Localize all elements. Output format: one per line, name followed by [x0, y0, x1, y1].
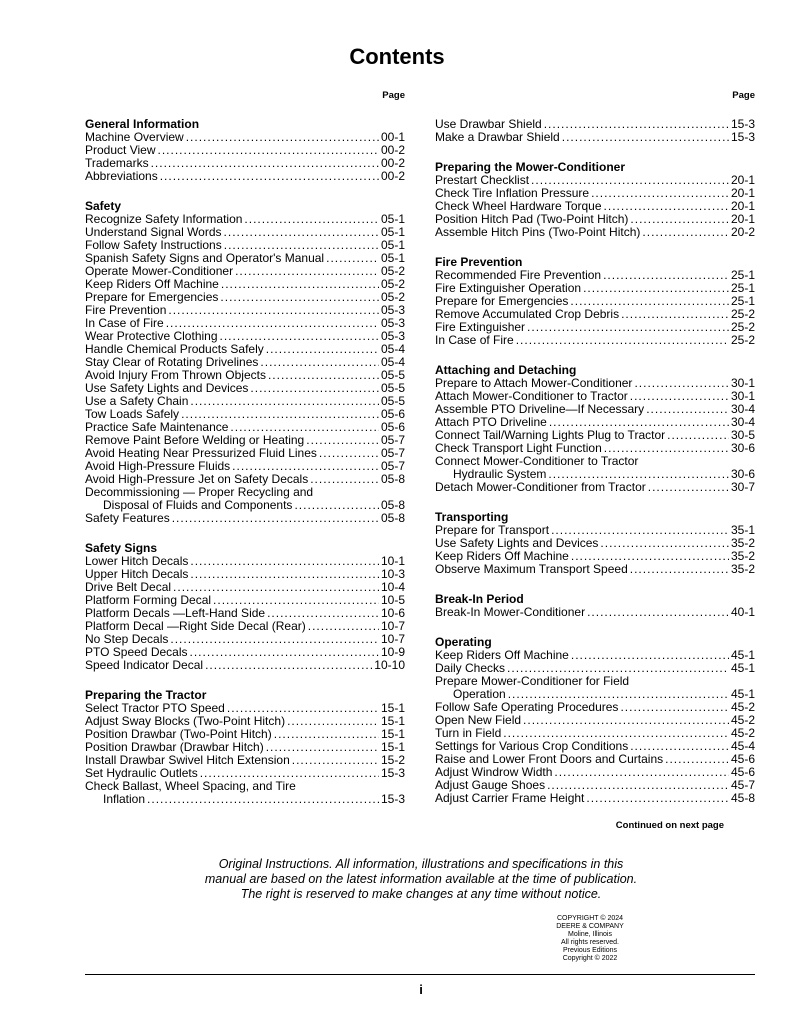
toc-entry-page: 35-2 — [730, 562, 755, 576]
toc-entry-title: Avoid High-Pressure Jet on Safety Decals — [85, 472, 309, 486]
toc-entry-page: 05-6 — [380, 407, 405, 421]
copyright-line: Previous Editions — [562, 947, 618, 954]
toc-entry-page: 10-7 — [380, 619, 405, 633]
toc-entry — [85, 793, 405, 806]
page-number: i — [419, 982, 423, 997]
section-heading: Break-In Period — [435, 592, 524, 606]
toc-entry-title: Speed Indicator Decal — [85, 658, 204, 672]
toc-entry-title: Detach Mower-Conditioner from Tractor — [435, 480, 646, 494]
section-heading: Operating — [435, 635, 492, 649]
toc-entry-page: 20-1 — [730, 212, 755, 226]
toc-entry-title: Handle Chemical Products Safely — [85, 342, 264, 356]
toc-entry — [435, 563, 755, 576]
dot-leader — [665, 753, 729, 766]
toc-entry-title: Upper Hitch Decals — [85, 567, 189, 581]
toc-entry-page: 25-1 — [730, 294, 755, 308]
dot-leader — [634, 377, 729, 390]
section-heading: General Information — [85, 117, 200, 131]
section-heading: Safety Signs — [85, 541, 158, 555]
footer-notice — [0, 857, 794, 902]
toc-entry-title: Prestart Checklist — [435, 173, 530, 187]
toc-entry-title: PTO Speed Decals — [85, 645, 188, 659]
toc-entry-page: 15-3 — [380, 792, 405, 806]
toc-entry-title: Understand Signal Words — [85, 225, 222, 239]
toc-section — [85, 542, 405, 672]
toc-entry-title: Follow Safety Instructions — [85, 238, 222, 252]
toc-section — [435, 364, 755, 494]
toc-entry-title: Install Drawbar Swivel Hitch Extension — [85, 753, 290, 767]
toc-entry-title: Avoid Injury From Thrown Objects — [85, 368, 266, 382]
dot-leader — [292, 754, 379, 767]
toc-entry-page: 05-3 — [380, 316, 405, 330]
toc-entry — [85, 170, 405, 183]
toc-entry-page: 05-2 — [380, 277, 405, 291]
dot-leader — [205, 659, 372, 672]
toc-entry-title: Use Safety Lights and Devices — [85, 381, 249, 395]
toc-entry-continuation: Operation — [453, 687, 506, 701]
toc-section — [85, 200, 405, 525]
toc-entry-page: 05-5 — [380, 368, 405, 382]
toc-entry-title: Adjust Gauge Shoes — [435, 778, 546, 792]
toc-entry-page: 05-2 — [380, 290, 405, 304]
toc-entry-page: 45-1 — [730, 648, 755, 662]
toc-entry-page: 05-7 — [380, 446, 405, 460]
toc-entry-title: Daily Checks — [435, 661, 506, 675]
toc-entry-title: Adjust Windrow Width — [435, 765, 553, 779]
toc-entry-page: 05-3 — [380, 303, 405, 317]
footer-notice-line: Original Instructions. All information, illustrations and specifications in this — [218, 857, 624, 871]
toc-entry-page: 45-2 — [730, 713, 755, 727]
toc-entry-page: 15-1 — [380, 727, 405, 741]
toc-entry-title: Wear Protective Clothing — [85, 329, 218, 343]
section-gap — [85, 672, 405, 689]
dot-leader — [266, 343, 379, 356]
toc-entry-page: 15-3 — [730, 130, 755, 144]
toc-entry-title: Practice Safe Maintenance — [85, 420, 229, 434]
toc-entry — [435, 131, 755, 144]
dot-leader — [562, 131, 729, 144]
toc-entry-title: In Case of Fire — [435, 333, 514, 347]
toc-entry — [435, 226, 755, 239]
dot-leader — [586, 792, 729, 805]
toc-entry-page: 05-5 — [380, 394, 405, 408]
toc-entry-title: Trademarks — [85, 156, 149, 170]
dot-leader — [294, 499, 379, 512]
dot-leader — [244, 213, 379, 226]
toc-entry-page: 15-1 — [380, 701, 405, 715]
dot-leader — [630, 213, 729, 226]
section-gap — [85, 183, 405, 200]
section-heading: Safety — [85, 199, 122, 213]
section-gap — [435, 347, 755, 364]
toc-entry-page: 45-6 — [730, 765, 755, 779]
dot-leader — [186, 131, 379, 144]
toc-entry-title: Safety Features — [85, 511, 170, 525]
footer-notice-line: The right is reserved to make changes at any time without notice. — [240, 887, 602, 901]
toc-entry-page: 00-2 — [380, 156, 405, 170]
toc-entry-page: 20-2 — [730, 225, 755, 239]
toc-entry-page: 20-1 — [730, 199, 755, 213]
dot-leader — [646, 403, 729, 416]
dot-leader — [642, 226, 729, 239]
dot-leader — [260, 356, 379, 369]
toc-entry-title: Check Tire Inflation Pressure — [435, 186, 590, 200]
dot-leader — [620, 701, 729, 714]
toc-entry-title: Assemble PTO Driveline—If Necessary — [435, 402, 645, 416]
toc-entry-title: Settings for Various Crop Conditions — [435, 739, 629, 753]
section-gap — [435, 619, 755, 636]
dot-leader — [523, 714, 729, 727]
toc-entry-title: Use Safety Lights and Devices — [435, 536, 599, 550]
dot-leader — [544, 118, 729, 131]
toc-entry-title: Attach Mower-Conditioner to Tractor — [435, 389, 628, 403]
toc-entry-title: Lower Hitch Decals — [85, 554, 189, 568]
toc-entry-title: Connect Tail/Warning Lights Plug to Tractor — [435, 428, 666, 442]
toc-entry-page: 10-5 — [380, 593, 405, 607]
toc-entry-page: 45-6 — [730, 752, 755, 766]
toc-entry-title: Avoid Heating Near Pressurized Fluid Lines — [85, 446, 317, 460]
toc-entry-page: 15-2 — [380, 753, 405, 767]
toc-entry-title: Position Hitch Pad (Two-Point Hitch) — [435, 212, 629, 226]
toc-entry-page: 45-4 — [730, 739, 755, 753]
toc-entry-page: 10-3 — [380, 567, 405, 581]
dot-leader — [172, 512, 379, 525]
dot-leader — [287, 715, 379, 728]
toc-section — [85, 689, 405, 806]
dot-leader — [310, 473, 379, 486]
toc-entry-page: 10-6 — [380, 606, 405, 620]
toc-entry-continuation: Inflation — [103, 792, 146, 806]
toc-entry-title: Fire Extinguisher Operation — [435, 281, 582, 295]
toc-entry-page: 45-8 — [730, 791, 755, 805]
toc-entry-title: Attach PTO Driveline — [435, 415, 547, 429]
toc-entry-title: Assemble Hitch Pins (Two-Point Hitch) — [435, 225, 641, 239]
toc-entry-title: Platform Decal —Right Side Decal (Rear) — [85, 619, 306, 633]
toc-entry-page: 00-2 — [380, 169, 405, 183]
toc-entry-page: 00-1 — [380, 130, 405, 144]
toc-entry-title: Use Drawbar Shield — [435, 117, 542, 131]
copyright-line: Moline, Illinois — [568, 931, 612, 938]
section-heading: Fire Prevention — [435, 255, 523, 269]
toc-entry-title: Prepare to Attach Mower-Conditioner — [435, 376, 633, 390]
section-heading: Preparing the Tractor — [85, 688, 207, 702]
dot-leader — [168, 304, 379, 317]
copyright-line: All rights reserved. — [561, 939, 619, 946]
toc-entry-title: Follow Safe Operating Procedures — [435, 700, 619, 714]
toc-entry-page: 25-2 — [730, 307, 755, 321]
dot-leader — [319, 447, 379, 460]
toc-entry-title: Position Drawbar (Two-Point Hitch) — [85, 727, 272, 741]
toc-entry-page: 05-8 — [380, 511, 405, 525]
toc-entry-title: Adjust Carrier Frame Height — [435, 791, 585, 805]
toc-entry-page: 25-1 — [730, 268, 755, 282]
toc-entry-title: Raise and Lower Front Doors and Curtains — [435, 752, 664, 766]
toc-entry-page: 20-1 — [730, 186, 755, 200]
dot-leader — [274, 728, 379, 741]
footer-rule — [85, 974, 755, 975]
toc-section — [435, 636, 755, 805]
dot-leader — [583, 282, 729, 295]
toc-entry-title: Abbreviations — [85, 169, 158, 183]
toc-entry-page: 05-1 — [380, 212, 405, 226]
dot-leader — [190, 555, 379, 568]
toc-entry-title: Tow Loads Safely — [85, 407, 180, 421]
toc-entry-page: 45-2 — [730, 700, 755, 714]
toc-entry-title: Set Hydraulic Outlets — [85, 766, 198, 780]
toc-section — [435, 593, 755, 619]
toc-entry-title: Fire Extinguisher — [435, 320, 526, 334]
toc-entry-page: 45-2 — [730, 726, 755, 740]
toc-entry-page: 05-5 — [380, 381, 405, 395]
dot-leader — [571, 649, 729, 662]
toc-section — [85, 118, 405, 183]
toc-entry-page: 05-6 — [380, 420, 405, 434]
copyright-line: DEERE & COMPANY — [556, 923, 624, 930]
page-column-header: Page — [382, 90, 405, 101]
toc-section — [435, 161, 755, 239]
toc-entry-title: Remove Accumulated Crop Debris — [435, 307, 620, 321]
toc-entry-page: 30-4 — [730, 402, 755, 416]
toc-entry — [435, 481, 755, 494]
toc-entry-page: 05-7 — [380, 459, 405, 473]
toc-entry-page: 35-2 — [730, 549, 755, 563]
page-title: Contents — [349, 44, 445, 69]
toc-entry-title: Prepare for Emergencies — [85, 290, 219, 304]
toc-entry-page: 25-1 — [730, 281, 755, 295]
toc-entry — [435, 606, 755, 619]
toc-entry-page: 05-8 — [380, 472, 405, 486]
toc-entry-title: Drive Belt Decal — [85, 580, 172, 594]
toc-entry-page: 40-1 — [730, 605, 755, 619]
copyright-line: COPYRIGHT © 2024 — [556, 915, 624, 922]
toc-entry-title: Fire Prevention — [85, 303, 167, 317]
toc-entry-title: Spanish Safety Signs and Operator's Manual — [85, 251, 325, 265]
section-gap — [85, 525, 405, 542]
dot-leader — [268, 369, 379, 382]
toc-entry-title: Prepare for Transport — [435, 523, 550, 537]
dot-leader — [554, 766, 729, 779]
dot-leader — [221, 278, 379, 291]
toc-entry-title: Make a Drawbar Shield — [435, 130, 560, 144]
toc-entry-page: 10-10 — [374, 658, 405, 672]
toc-entry-page: 30-6 — [730, 467, 755, 481]
dot-leader — [190, 568, 379, 581]
dot-leader — [308, 620, 379, 633]
dot-leader — [147, 793, 379, 806]
dot-leader — [648, 481, 729, 494]
toc-entry-continuation: Disposal of Fluids and Components — [103, 498, 293, 512]
dot-leader — [326, 252, 379, 265]
toc-entry-title: Operate Mower-Conditioner — [85, 264, 234, 278]
toc-entry — [85, 659, 405, 672]
toc-entry-title: Recognize Safety Information — [85, 212, 243, 226]
copyright-line: Copyright © 2022 — [562, 955, 618, 962]
dot-leader — [306, 434, 379, 447]
dot-leader — [621, 308, 729, 321]
toc-entry-title: Check Wheel Hardware Torque — [435, 199, 602, 213]
dot-leader — [157, 144, 378, 157]
dot-leader — [190, 395, 379, 408]
toc-entry-title: Machine Overview — [85, 130, 184, 144]
section-heading: Preparing the Mower-Conditioner — [435, 160, 626, 174]
toc-right-column — [435, 88, 755, 805]
toc-entry-title: Turn in Field — [435, 726, 502, 740]
toc-entry-title: Use a Safety Chain — [85, 394, 189, 408]
toc-entry-page: 35-1 — [730, 523, 755, 537]
dot-leader — [220, 291, 379, 304]
toc-entry-page: 30-1 — [730, 389, 755, 403]
toc-entry-page: 05-3 — [380, 329, 405, 343]
toc-entry-title: Observe Maximum Transport Speed — [435, 562, 628, 576]
toc-entry-page: 30-4 — [730, 415, 755, 429]
toc-entry-title: Open New Field — [435, 713, 522, 727]
dot-leader — [527, 321, 729, 334]
toc-entry — [85, 512, 405, 525]
continued-note: Continued on next page — [615, 820, 724, 831]
toc-section — [435, 256, 755, 347]
dot-leader — [224, 226, 379, 239]
toc-entry-page: 45-1 — [730, 661, 755, 675]
section-heading: Attaching and Detaching — [435, 363, 577, 377]
toc-entry-page: 15-1 — [380, 740, 405, 754]
toc-entry-title: Avoid High-Pressure Fluids — [85, 459, 231, 473]
dot-leader — [591, 187, 729, 200]
dot-leader — [587, 606, 729, 619]
toc-entry-continuation: Hydraulic System — [453, 467, 547, 481]
toc-entry-page: 10-4 — [380, 580, 405, 594]
toc-entry-page: 45-1 — [730, 687, 755, 701]
section-heading: Transporting — [435, 510, 509, 524]
toc-entry — [435, 792, 755, 805]
toc-entry-page: 30-7 — [730, 480, 755, 494]
toc-entry-page: 20-1 — [730, 173, 755, 187]
toc-entry-title: Position Drawbar (Drawbar Hitch) — [85, 740, 264, 754]
toc-entry-title: Prepare for Emergencies — [435, 294, 569, 308]
toc-section — [435, 118, 755, 144]
toc-entry-title: In Case of Fire — [85, 316, 164, 330]
toc-entry-title: Recommended Fire Prevention — [435, 268, 602, 282]
toc-entry-title: Keep Riders Off Machine — [435, 648, 569, 662]
toc-entry-title: Platform Decals —Left-Hand Side — [85, 606, 266, 620]
toc-entry-page: 05-7 — [380, 433, 405, 447]
section-gap — [435, 239, 755, 256]
toc-entry-page: 00-2 — [380, 143, 405, 157]
dot-leader — [160, 170, 379, 183]
toc-entry-page: 25-2 — [730, 320, 755, 334]
toc-entry-title: Keep Riders Off Machine — [435, 549, 569, 563]
dot-leader — [235, 265, 379, 278]
toc-entry-title: Product View — [85, 143, 156, 157]
dot-leader — [170, 633, 379, 646]
dot-leader — [603, 269, 729, 282]
toc-entry-page: 05-2 — [380, 264, 405, 278]
toc-entry-page: 10-7 — [380, 632, 405, 646]
toc-entry-title: Prepare Mower-Conditioner for Field — [435, 674, 630, 688]
footer-notice-line: manual are based on the latest information available at the time of publication. — [204, 872, 638, 886]
dot-leader — [516, 334, 729, 347]
dot-leader — [667, 429, 729, 442]
toc-entry-page: 05-4 — [380, 342, 405, 356]
toc-entry-page: 25-2 — [730, 333, 755, 347]
dot-leader — [250, 382, 379, 395]
toc-entry-page: 45-7 — [730, 778, 755, 792]
toc-entry-title: No Step Decals — [85, 632, 169, 646]
toc-entry-title: Break-In Mower-Conditioner — [435, 605, 586, 619]
toc-entry-page: 10-9 — [380, 645, 405, 659]
toc-entry-title: Keep Riders Off Machine — [85, 277, 219, 291]
dot-leader — [630, 563, 729, 576]
toc-entry-page: 15-3 — [380, 766, 405, 780]
toc-entry-page: 15-3 — [730, 117, 755, 131]
toc-entry-title: Select Tractor PTO Speed — [85, 701, 225, 715]
page-column-header: Page — [732, 90, 755, 101]
copyright-block — [550, 915, 630, 963]
toc-entry-title: Check Ballast, Wheel Spacing, and Tire — [85, 779, 296, 793]
toc-entry-title: Adjust Sway Blocks (Two-Point Hitch) — [85, 714, 286, 728]
toc-entry-title: Remove Paint Before Welding or Heating — [85, 433, 305, 447]
toc-section — [435, 511, 755, 576]
toc-entry-page: 10-1 — [380, 554, 405, 568]
toc-entry-page: 05-4 — [380, 355, 405, 369]
toc-entry-title: Stay Clear of Rotating Drivelines — [85, 355, 259, 369]
dot-leader — [600, 537, 729, 550]
toc-entry — [435, 334, 755, 347]
toc-entry-title: Platform Forming Decal — [85, 593, 212, 607]
dot-leader — [151, 157, 379, 170]
dot-leader — [630, 390, 729, 403]
toc-entry-page: 35-2 — [730, 536, 755, 550]
section-gap — [435, 576, 755, 593]
toc-entry-page: 05-1 — [380, 238, 405, 252]
toc-entry-page: 30-1 — [730, 376, 755, 390]
toc-entry-title: Check Transport Light Function — [435, 441, 602, 455]
toc-entry-title: Connect Mower-Conditioner to Tractor — [435, 454, 639, 468]
toc-entry-page: 30-6 — [730, 441, 755, 455]
dot-leader — [190, 646, 379, 659]
toc-entry-page: 30-5 — [730, 428, 755, 442]
toc-left-column — [85, 88, 405, 806]
toc-entry-title: Decommissioning — Proper Recycling and — [85, 485, 314, 499]
toc-entry-page: 15-1 — [380, 714, 405, 728]
section-gap — [435, 494, 755, 511]
section-gap — [435, 144, 755, 161]
toc-entry-page: 05-8 — [380, 498, 405, 512]
toc-entry-page: 05-1 — [380, 251, 405, 265]
toc-entry-page: 05-1 — [380, 225, 405, 239]
